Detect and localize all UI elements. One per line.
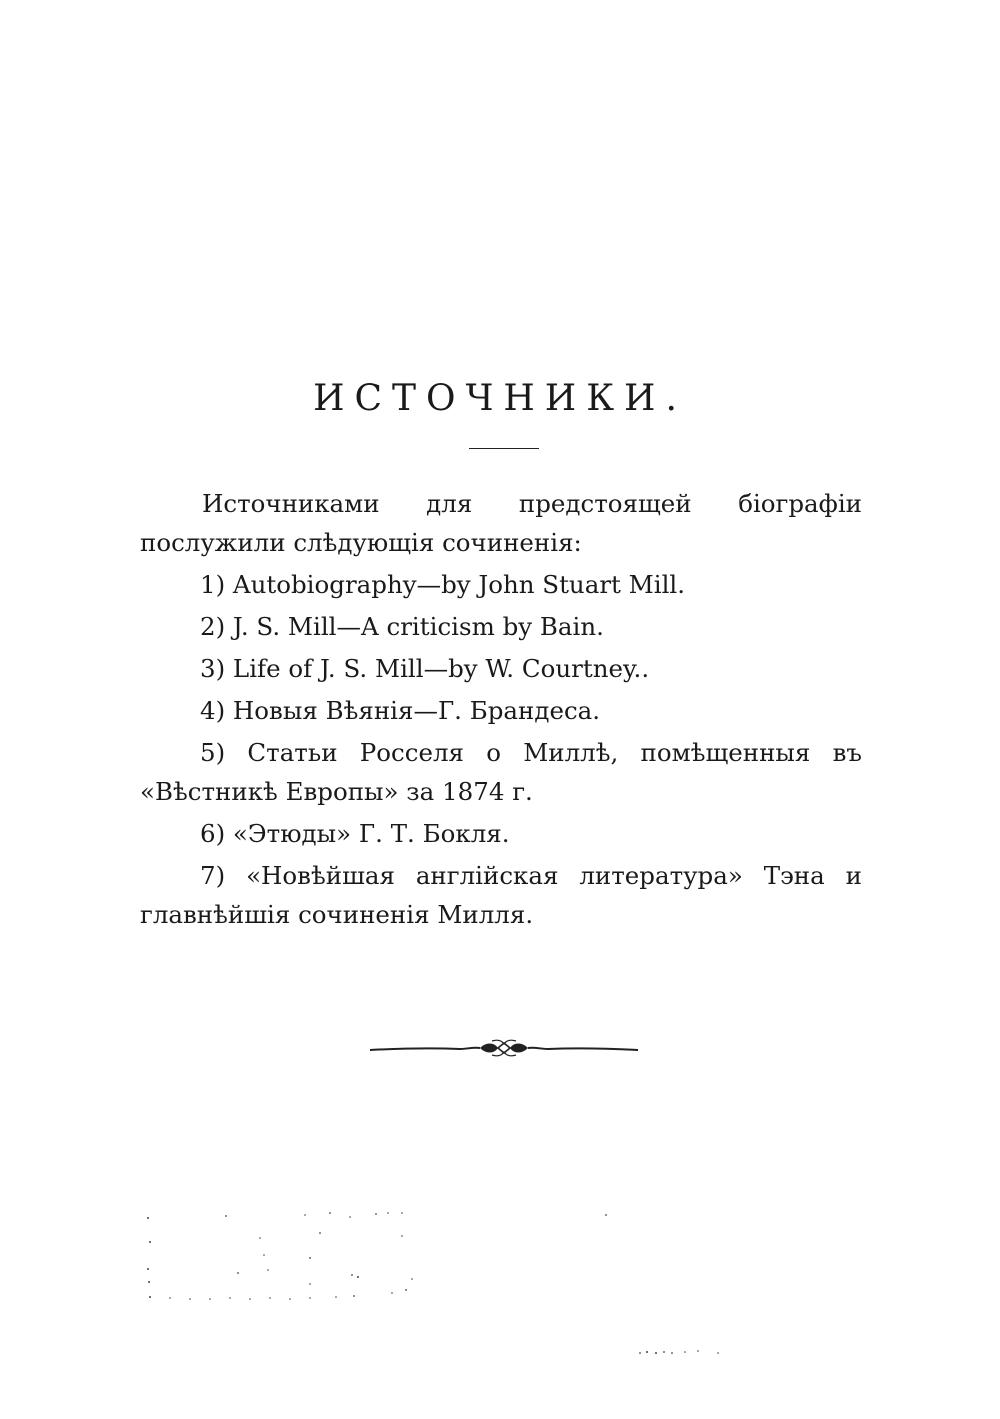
intro-paragraph: Источниками для предстоящей біографіи послужили слѣдующія сочиненія: xyxy=(140,489,862,557)
ornament-divider xyxy=(368,1036,640,1062)
source-item-6: 6) «Этюды» Г. Т. Бокля. xyxy=(200,819,510,848)
source-item-1: 1) Autobiography—by John Stuart Mill. xyxy=(200,570,686,599)
source-item-4: 4) Новыя Вѣянія—Г. Брандеса. xyxy=(200,696,601,725)
sources-text xyxy=(140,484,862,934)
page-title: ИСТОЧНИКИ. xyxy=(313,378,687,419)
paper-specks xyxy=(140,1205,760,1365)
source-item-2: 2) J. S. Mill—A criticism by Bain. xyxy=(200,612,604,641)
source-item-7: 7) «Новѣйшая англійская литература» Тэна и главнѣйшія сочиненія Милля. xyxy=(140,861,862,929)
title-rule xyxy=(469,448,539,449)
source-item-3: 3) Life of J. S. Mill—by W. Courtney.. xyxy=(200,654,650,683)
source-item-5: 5) Статьи Росселя о Миллѣ, помѣщенныя въ «Вѣстникѣ Европы» за 1874 г. xyxy=(140,738,862,806)
